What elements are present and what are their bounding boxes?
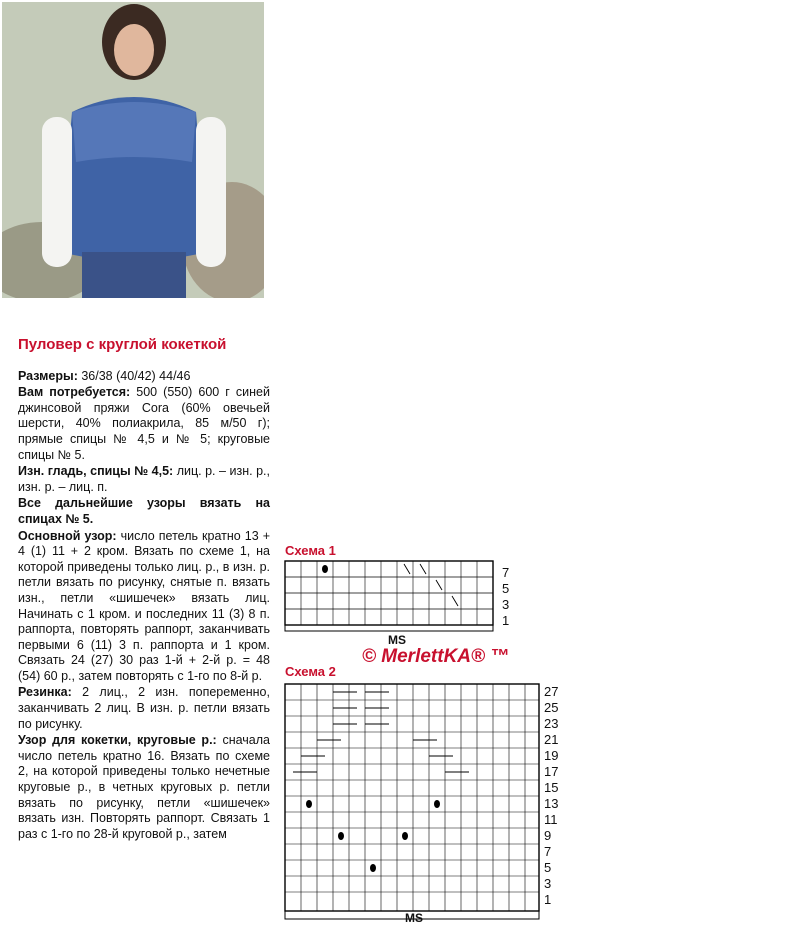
watermark: © MerlettKA® ™ [362,646,510,667]
schema-2-row-25: 25 [544,700,559,715]
schema-2-row-23: 23 [544,716,559,731]
schema-1-title: Схема 1 [285,543,336,558]
schema-2-row-17: 17 [544,764,559,779]
schema-2-row-11: 11 [544,812,558,827]
needles-note: Все дальнейшие узоры вязать на спицах № 5. [18,496,270,526]
schema-1-ms: MS [388,633,406,647]
purl-stitch-paragraph: Изн. гладь, спицы № 4,5: лиц. р. – изн. р., изн. р. – лиц. п. [18,464,270,494]
schema-2-row-1: 1 [544,892,552,907]
schema-1-row-3: 3 [502,597,510,612]
photo-illustration [2,2,264,298]
schema-2-row-9: 9 [544,828,552,843]
schema-2-row-27: 27 [544,684,559,699]
schema-1-row-5: 5 [502,581,510,596]
schema-2-row-13: 13 [544,796,559,811]
materials-paragraph: Вам потребуется: 500 (550) 600 г синей джинсовой пряжи Cora (60% овечьей шерсти, 40% полиакрила, 85 м/50 г); прямые спицы № 4,5 и № 5; круговые спицы № 5. [18,385,270,462]
schema-1-chart [284,560,496,632]
column-1 [18,337,270,843]
main-pattern-paragraph: Основной узор: число петель кратно 13 + 4 (1) 11 + 2 кром. Вязать по схеме 1, на которой приведены только лиц. р., в изн. р. петли вязать по рисунку, снятые п. вязать изн., петли «шишечек» вязать лиц. Начинать с 1 кром. и последних 11 (3) 8 п. раппорта, повторять раппорт, заканчивать первыми 6 (11) 3 п. раппорта и 1 кром. Связать 24 (27) 30 раз 1-й + 2-й р. = 48 (54) 60 р., затем повторять с 1-го по 8-й р. [18,528,270,683]
schema-2-row-21: 21 [544,732,559,747]
yoke-pattern-paragraph: Узор для кокетки, круговые р.: сначала число петель кратно 16. Вязать по схеме 2, на которой приведены только нечетные круговые р., в четных круговых р. петли вязать по рисунку, петли «шишечек» вязать изн. Повторять раппорт. Связать 1 раз с 1-го по 28-й круговой р., затем [18,733,271,841]
schema-1-row-7: 7 [502,565,510,580]
schema-2-chart [284,683,540,927]
schema-2-title: Схема 2 [285,664,336,679]
schema-2-row-5: 5 [544,860,552,875]
schema-2-row-7: 7 [544,844,552,859]
schema-2-ms: MS [405,911,423,925]
schema-2-row-15: 15 [544,780,559,795]
model-photo [2,2,264,298]
pattern-title: Пуловер с круглой кокеткой [18,336,227,353]
schema-2-row-3: 3 [544,876,552,891]
schema-1-row-1: 1 [502,613,510,628]
schema-2-row-19: 19 [544,748,559,763]
sizes-paragraph: Размеры: 36/38 (40/42) 44/46 [18,368,191,383]
rib-paragraph: Резинка: 2 лиц., 2 изн. попеременно, заканчивать 2 лиц. В изн. р. петли вязать по рисунку. [18,685,270,731]
